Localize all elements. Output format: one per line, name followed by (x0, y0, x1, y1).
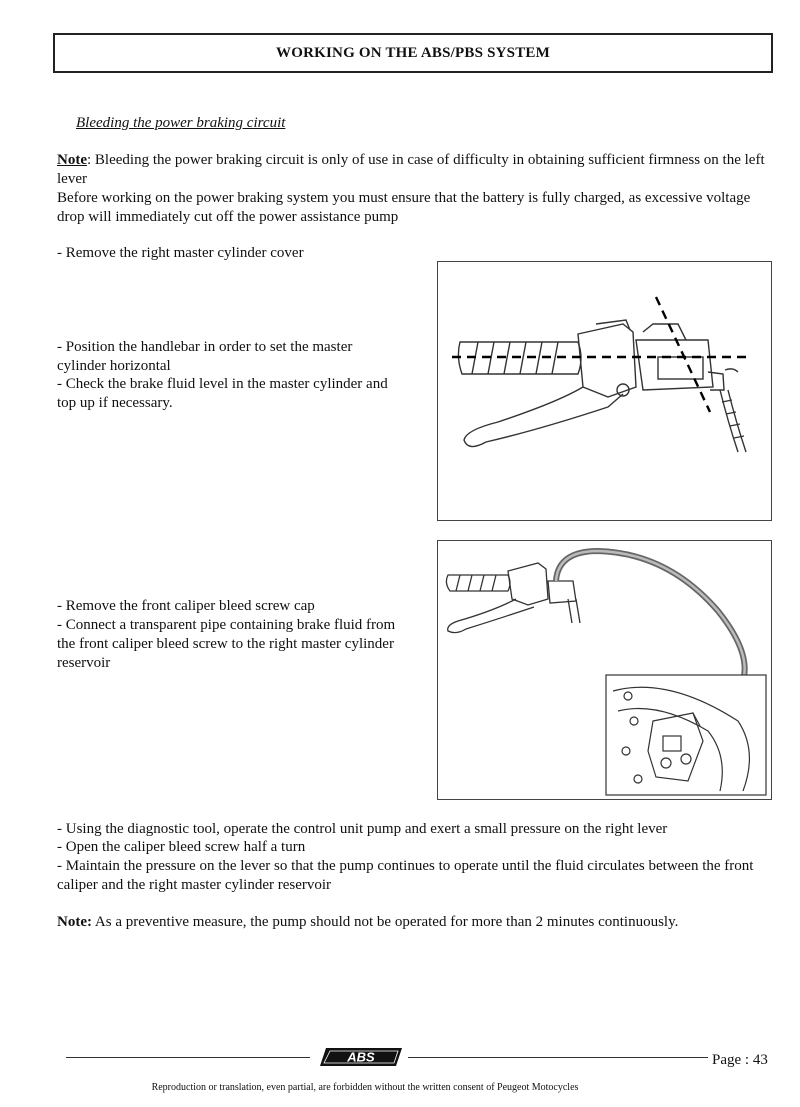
step-connect-pipe: - Connect a transparent pipe containing brake fluid from the front caliper bleed screw to the right master cylinder reservoir (57, 617, 396, 671)
note-text: : Bleeding the power braking circuit is only of use in case of difficulty in obtaining sufficient firmness on the left lever (57, 152, 765, 187)
footer-divider-left (66, 1057, 310, 1058)
abs-logo (318, 1046, 404, 1068)
note-label: Note (57, 152, 87, 168)
footer-divider-right (408, 1057, 708, 1058)
step-check-fluid: - Check the brake fluid level in the master cylinder and top up if necessary. (57, 376, 388, 411)
intro-note (57, 151, 777, 227)
page-number: Page : 43 (712, 1052, 768, 1068)
final-note-label: Note: (57, 914, 92, 930)
final-note (57, 913, 777, 932)
final-note-text: As a preventive measure, the pump should not be operated for more than 2 minutes continuously. (91, 914, 679, 930)
copyright-notice: Reproduction or translation, even partial, are forbidden without the written consent of Peugeot Motocycles (151, 1082, 579, 1093)
page-title: WORKING ON THE ABS/PBS SYSTEM (276, 44, 550, 61)
step-remove-cover: - Remove the right master cylinder cover (57, 245, 304, 261)
figure-bleed-pipe (437, 540, 772, 800)
figure-handlebar (437, 261, 772, 521)
abs-logo-icon (318, 1046, 404, 1068)
step-use-tool: - Using the diagnostic tool, operate the control unit pump and exert a small pressure on the right lever (57, 821, 668, 837)
page-header (53, 33, 773, 73)
step-open-screw: - Open the caliper bleed screw half a turn (57, 839, 306, 855)
battery-text: Before working on the power braking system you must ensure that the battery is fully charged, as excessive voltage drop will immediately cut off the power assistance pump (57, 190, 751, 225)
step-remove-cap: - Remove the front caliper bleed screw cap (57, 598, 315, 614)
step-position-handlebar: - Position the handlebar in order to set the master cylinder horizontal (57, 339, 353, 374)
caliper-bleed-pipe-icon (438, 541, 770, 798)
abs-logo-text: ABS (347, 1049, 375, 1065)
section-title: Bleeding the power braking circuit (76, 115, 286, 131)
step-maintain-pressure: - Maintain the pressure on the lever so that the pump continues to operate until the fluid circulates between the front caliper and the right master cylinder reservoir (57, 858, 754, 893)
handlebar-master-cylinder-icon (438, 262, 770, 519)
